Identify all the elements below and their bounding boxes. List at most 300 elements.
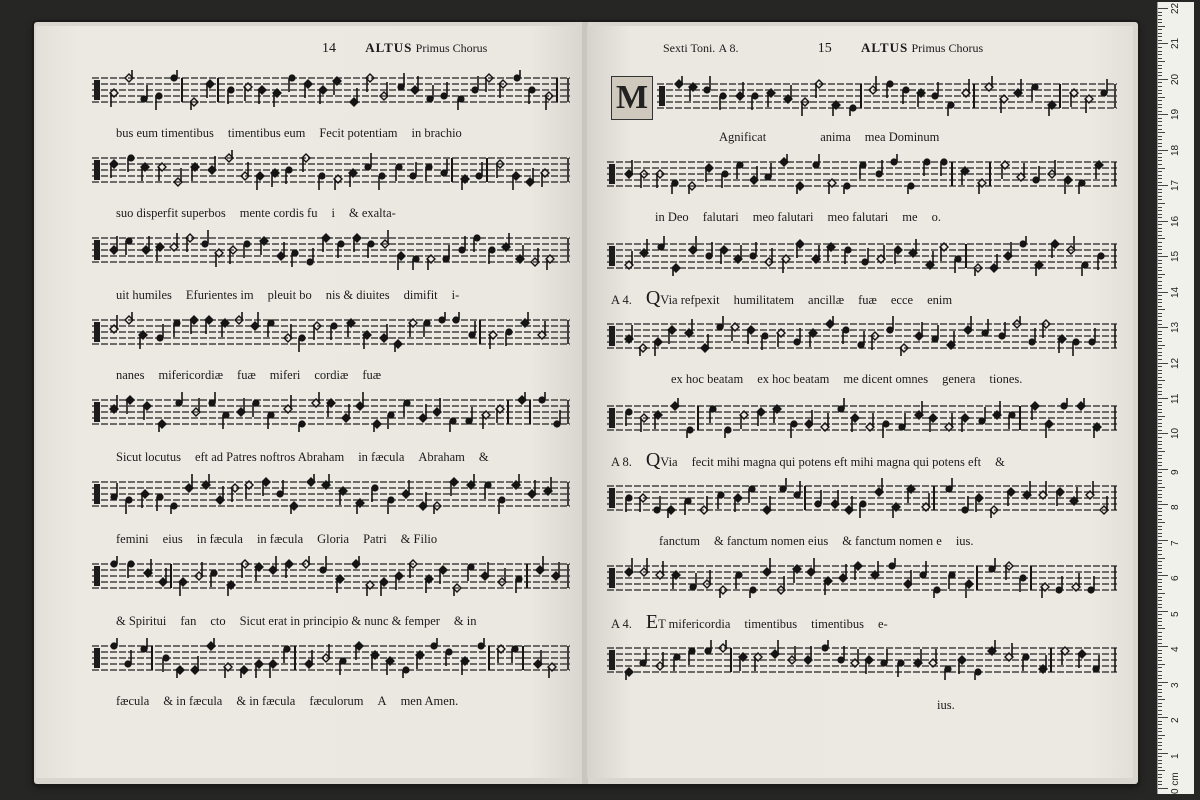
mode-label: Sexti Toni. [663, 41, 716, 55]
ruler-tick [1158, 504, 1168, 505]
ruler-minor-tick [1158, 214, 1162, 215]
ruler-minor-tick [1158, 650, 1162, 651]
ruler-minor-tick [1158, 441, 1162, 442]
ruler-minor-tick [1158, 533, 1162, 534]
staff-notation [92, 392, 570, 432]
ruler-minor-tick [1158, 210, 1162, 211]
ruler-minor-tick [1158, 82, 1162, 83]
ruler-tick [1158, 433, 1168, 434]
ruler-minor-tick [1158, 636, 1162, 637]
ruler-minor-tick [1158, 405, 1162, 406]
ruler-minor-tick [1158, 33, 1162, 34]
ruler-label: 16 [1170, 215, 1181, 227]
music-staff [92, 230, 570, 270]
music-staff [607, 558, 1117, 598]
ruler-minor-tick [1158, 529, 1162, 530]
ruler-minor-tick [1158, 189, 1162, 190]
ruler-minor-tick [1158, 359, 1162, 360]
ruler-minor-tick [1158, 671, 1162, 672]
ruler-minor-tick [1158, 409, 1162, 410]
clef-symbol [94, 80, 100, 100]
lyric-line: & Spiritui fan cto Sicut erat in principio & nunc & femper & in [116, 614, 477, 628]
ruler-minor-tick [1158, 143, 1162, 144]
ruler-tick [1158, 43, 1168, 44]
ruler-minor-tick [1158, 416, 1165, 417]
ruler-minor-tick [1158, 543, 1162, 544]
ruler-minor-tick [1158, 366, 1162, 367]
ruler-minor-tick [1158, 136, 1162, 137]
ruler-minor-tick [1158, 618, 1162, 619]
ruler-minor-tick [1158, 277, 1162, 278]
music-staff [92, 150, 570, 190]
ruler-minor-tick [1158, 632, 1162, 633]
ruler-tick [1158, 646, 1168, 647]
right-page [587, 26, 1133, 778]
ruler-minor-tick [1158, 394, 1162, 395]
lyric-line: Sicut locutus eft ad Patres noftros Abraham in fæcula Abraham & [116, 450, 489, 464]
ruler-label: 0 cm [1170, 772, 1181, 794]
ruler-minor-tick [1158, 770, 1165, 771]
ruler-minor-tick [1158, 246, 1162, 247]
staff-notation [607, 398, 1117, 438]
ruler-tick [1158, 575, 1168, 576]
ruler-label: 21 [1170, 38, 1181, 50]
ruler-minor-tick [1158, 47, 1162, 48]
ruler-minor-tick [1158, 774, 1162, 775]
ruler-minor-tick [1158, 614, 1162, 615]
ruler-minor-tick [1158, 72, 1162, 73]
voices-count: A 8. [718, 41, 739, 55]
ruler-minor-tick [1158, 586, 1162, 587]
ruler-minor-tick [1158, 480, 1162, 481]
ruler-minor-tick [1158, 267, 1162, 268]
ruler-tick [1158, 753, 1168, 754]
ruler-minor-tick [1158, 519, 1162, 520]
ruler-minor-tick [1158, 377, 1162, 378]
clef-symbol [609, 568, 615, 588]
music-staff [607, 640, 1117, 680]
ruler-minor-tick [1158, 58, 1162, 59]
ruler-minor-tick [1158, 568, 1162, 569]
ruler-minor-tick [1158, 306, 1162, 307]
clef-symbol [609, 246, 615, 266]
staff-notation [92, 638, 570, 678]
ruler-minor-tick [1158, 348, 1162, 349]
ruler-minor-tick [1158, 667, 1162, 668]
left-choir-name: Primus Chorus [415, 41, 488, 55]
ruler-tick [1158, 185, 1168, 186]
clef-symbol [659, 86, 665, 106]
ruler-minor-tick [1158, 781, 1162, 782]
ruler-minor-tick [1158, 536, 1162, 537]
ruler-minor-tick [1158, 334, 1162, 335]
ruler-minor-tick [1158, 288, 1162, 289]
ruler-tick [1158, 114, 1168, 115]
ruler-minor-tick [1158, 238, 1165, 239]
ruler-minor-tick [1158, 689, 1162, 690]
ruler-minor-tick [1158, 295, 1162, 296]
ruler-minor-tick [1158, 331, 1162, 332]
ruler-minor-tick [1158, 678, 1162, 679]
ruler-tick [1158, 221, 1168, 222]
right-page-number: 15 [817, 41, 832, 56]
ruler-minor-tick [1158, 572, 1162, 573]
clef-symbol [94, 402, 100, 422]
ruler-minor-tick [1158, 22, 1162, 23]
ruler-label: 2 [1170, 717, 1181, 724]
ruler-minor-tick [1158, 65, 1162, 66]
ruler-minor-tick [1158, 487, 1165, 488]
ruler-minor-tick [1158, 735, 1165, 736]
ruler-minor-tick [1158, 628, 1165, 629]
ruler-minor-tick [1158, 93, 1162, 94]
clef-symbol [94, 160, 100, 180]
ruler-minor-tick [1158, 760, 1162, 761]
ruler-minor-tick [1158, 784, 1162, 785]
staff-notation [657, 76, 1117, 116]
ruler-minor-tick [1158, 125, 1162, 126]
ruler-label: 14 [1170, 286, 1181, 298]
ruler-tick [1158, 398, 1168, 399]
ruler-label: 4 [1170, 646, 1181, 653]
ruler-minor-tick [1158, 728, 1162, 729]
ruler-minor-tick [1158, 767, 1162, 768]
lyric-line: ex hoc beatam ex hoc beatam me dicent omnes genera tiones. [671, 372, 1023, 386]
lyric-line: fanctum & fanctum nomen eius & fanctum nomen e ius. [659, 534, 974, 548]
ruler-minor-tick [1158, 217, 1162, 218]
ruler-minor-tick [1158, 483, 1162, 484]
ruler-minor-tick [1158, 370, 1162, 371]
ruler-label: 18 [1170, 144, 1181, 156]
ruler-minor-tick [1158, 54, 1162, 55]
measurement-ruler [1157, 2, 1194, 794]
ruler-minor-tick [1158, 199, 1162, 200]
right-choir-name: Primus Chorus [911, 41, 984, 55]
ruler-minor-tick [1158, 260, 1162, 261]
ruler-minor-tick [1158, 355, 1162, 356]
music-staff [92, 312, 570, 352]
lyric-line: suo disperfit superbos mente cordis fu i & exalta- [116, 206, 396, 220]
ruler-minor-tick [1158, 604, 1162, 605]
ruler-tick [1158, 292, 1168, 293]
ruler-label: 15 [1170, 251, 1181, 263]
music-staff [607, 316, 1117, 356]
music-staff [92, 638, 570, 678]
ruler-minor-tick [1158, 593, 1165, 594]
ruler-minor-tick [1158, 430, 1162, 431]
ruler-minor-tick [1158, 90, 1162, 91]
ruler-label: 7 [1170, 540, 1181, 546]
ruler-minor-tick [1158, 86, 1162, 87]
ruler-minor-tick [1158, 497, 1162, 498]
ruler-minor-tick [1158, 196, 1162, 197]
ruler-minor-tick [1158, 692, 1162, 693]
ruler-minor-tick [1158, 600, 1162, 601]
ruler-minor-tick [1158, 756, 1162, 757]
ruler-minor-tick [1158, 40, 1162, 41]
ruler-minor-tick [1158, 380, 1165, 381]
ruler-minor-tick [1158, 426, 1162, 427]
ruler-minor-tick [1158, 129, 1162, 130]
ruler-label: 17 [1170, 180, 1181, 192]
ruler-minor-tick [1158, 107, 1162, 108]
ruler-label: 6 [1170, 575, 1181, 582]
clef-symbol [94, 648, 100, 668]
ruler-minor-tick [1158, 387, 1162, 388]
ruler-minor-tick [1158, 182, 1162, 183]
music-staff [92, 70, 570, 110]
ruler-minor-tick [1158, 451, 1165, 452]
clef-symbol [609, 408, 615, 428]
ruler-minor-tick [1158, 558, 1165, 559]
lyric-line: bus eum timentibus timentibus eum Fecit potentiam in brachio [116, 126, 462, 140]
ruler-minor-tick [1158, 472, 1162, 473]
ruler-minor-tick [1158, 313, 1162, 314]
ruler-tick [1158, 788, 1168, 789]
clef-symbol [94, 484, 100, 504]
lyric-line: nanes mifericordiæ fuæ miferi cordiæ fuæ [116, 368, 382, 382]
ruler-minor-tick [1158, 270, 1162, 271]
staff-notation [92, 474, 570, 514]
ruler-minor-tick [1158, 657, 1162, 658]
ruler-minor-tick [1158, 338, 1162, 339]
ruler-minor-tick [1158, 508, 1162, 509]
ruler-minor-tick [1158, 455, 1162, 456]
staff-notation [607, 478, 1117, 518]
ruler-minor-tick [1158, 352, 1162, 353]
ruler-minor-tick [1158, 703, 1162, 704]
ruler-minor-tick [1158, 324, 1162, 325]
ruler-minor-tick [1158, 285, 1162, 286]
ruler-minor-tick [1158, 550, 1162, 551]
ruler-minor-tick [1158, 29, 1162, 30]
clef-symbol [609, 650, 615, 670]
ruler-minor-tick [1158, 175, 1162, 176]
left-page [36, 26, 584, 778]
ruler-minor-tick [1158, 274, 1165, 275]
ruler-minor-tick [1158, 146, 1162, 147]
ruler-minor-tick [1158, 132, 1165, 133]
ruler-tick [1158, 150, 1168, 151]
ruler-minor-tick [1158, 745, 1162, 746]
music-staff [92, 392, 570, 432]
ruler-minor-tick [1158, 249, 1162, 250]
ruler-minor-tick [1158, 235, 1162, 236]
ruler-minor-tick [1158, 763, 1162, 764]
ruler-minor-tick [1158, 12, 1162, 13]
clef-symbol [94, 240, 100, 260]
ruler-minor-tick [1158, 231, 1162, 232]
staff-notation [92, 150, 570, 190]
ruler-label: 20 [1170, 73, 1181, 85]
ruler-minor-tick [1158, 139, 1162, 140]
ruler-minor-tick [1158, 51, 1162, 52]
music-staff [607, 398, 1117, 438]
clef-symbol [609, 326, 615, 346]
ruler-label: 5 [1170, 611, 1181, 617]
ruler-minor-tick [1158, 547, 1162, 548]
ruler-label: 8 [1170, 504, 1181, 511]
ruler-minor-tick [1158, 192, 1162, 193]
ruler-label: 3 [1170, 682, 1181, 688]
ruler-minor-tick [1158, 685, 1162, 686]
ruler-minor-tick [1158, 437, 1162, 438]
staff-notation [92, 556, 570, 596]
ruler-minor-tick [1158, 714, 1162, 715]
ruler-label: 11 [1170, 393, 1181, 404]
ruler-minor-tick [1158, 253, 1162, 254]
ruler-minor-tick [1158, 171, 1162, 172]
ruler-minor-tick [1158, 522, 1165, 523]
ruler-tick [1158, 256, 1168, 257]
music-staff [657, 76, 1117, 116]
music-staff [92, 474, 570, 514]
ruler-minor-tick [1158, 302, 1162, 303]
music-staff [607, 236, 1117, 276]
ruler-tick [1158, 469, 1168, 470]
ruler-minor-tick [1158, 511, 1162, 512]
ruler-minor-tick [1158, 579, 1162, 580]
ruler-tick [1158, 682, 1168, 683]
ruler-minor-tick [1158, 526, 1162, 527]
ruler-label: 9 [1170, 469, 1181, 475]
ruler-minor-tick [1158, 660, 1162, 661]
ruler-minor-tick [1158, 384, 1162, 385]
ruler-label: 13 [1170, 321, 1181, 334]
ruler-minor-tick [1158, 104, 1162, 105]
ruler-minor-tick [1158, 731, 1162, 732]
ruler-minor-tick [1158, 118, 1162, 119]
ruler-minor-tick [1158, 423, 1162, 424]
ruler-minor-tick [1158, 75, 1162, 76]
ruler-minor-tick [1158, 224, 1162, 225]
staff-notation [607, 236, 1117, 276]
ruler-minor-tick [1158, 419, 1162, 420]
staff-notation [607, 558, 1117, 598]
ruler-label: 1 [1170, 752, 1181, 759]
ruler-minor-tick [1158, 554, 1162, 555]
ruler-minor-tick [1158, 68, 1162, 69]
ruler-minor-tick [1158, 742, 1162, 743]
ruler-tick [1158, 8, 1168, 9]
lyric-line: fæcula & in fæcula & in fæcula fæculorum A men Amen. [116, 694, 459, 708]
clef-symbol [609, 488, 615, 508]
ruler-minor-tick [1158, 643, 1162, 644]
ruler-minor-tick [1158, 100, 1162, 101]
ruler-minor-tick [1158, 675, 1162, 676]
ruler-minor-tick [1158, 621, 1162, 622]
ruler-tick [1158, 79, 1168, 80]
ruler-minor-tick [1158, 207, 1162, 208]
ruler-minor-tick [1158, 157, 1162, 158]
ruler-minor-tick [1158, 501, 1162, 502]
lyric-line: uit humiles Efurientes im pleuit bo nis & diuites dimifit i- [116, 288, 460, 302]
ruler-minor-tick [1158, 168, 1165, 169]
ruler-tick [1158, 717, 1168, 718]
ruler-minor-tick [1158, 391, 1162, 392]
ruler-minor-tick [1158, 490, 1162, 491]
ruler-minor-tick [1158, 61, 1165, 62]
lyric-line: ius. [937, 698, 955, 712]
ruler-minor-tick [1158, 664, 1165, 665]
ruler-minor-tick [1158, 465, 1162, 466]
ruler-minor-tick [1158, 625, 1162, 626]
ruler-minor-tick [1158, 589, 1162, 590]
left-page-number: 14 [322, 41, 336, 56]
ruler-minor-tick [1158, 706, 1162, 707]
ruler-tick [1158, 327, 1168, 328]
decorated-initial: M [611, 76, 653, 120]
ruler-tick [1158, 363, 1168, 364]
ruler-minor-tick [1158, 458, 1162, 459]
right-page-header [663, 40, 983, 62]
ruler-minor-tick [1158, 561, 1162, 562]
ruler-minor-tick [1158, 160, 1162, 161]
ruler-minor-tick [1158, 309, 1165, 310]
ruler-minor-tick [1158, 515, 1162, 516]
ruler-minor-tick [1158, 178, 1162, 179]
lyric-line: Agnificat anima mea Dominum [719, 130, 940, 144]
ruler-minor-tick [1158, 738, 1162, 739]
ruler-minor-tick [1158, 476, 1162, 477]
lyric-line: A 4. ET mifericordia timentibus timentibus e- [611, 611, 888, 633]
ruler-minor-tick [1158, 316, 1162, 317]
music-staff [607, 154, 1117, 194]
ruler-minor-tick [1158, 749, 1162, 750]
lyric-line: in Deo falutari meo falutari meo falutari me o. [655, 210, 941, 224]
music-staff [607, 478, 1117, 518]
ruler-minor-tick [1158, 777, 1162, 778]
ruler-minor-tick [1158, 263, 1162, 264]
ruler-minor-tick [1158, 345, 1165, 346]
ruler-minor-tick [1158, 341, 1162, 342]
ruler-minor-tick [1158, 242, 1162, 243]
ruler-label: 10 [1170, 428, 1181, 440]
ruler-minor-tick [1158, 281, 1162, 282]
ruler-minor-tick [1158, 462, 1162, 463]
ruler-minor-tick [1158, 97, 1165, 98]
ruler-label: 12 [1170, 357, 1181, 369]
right-voice-name: ALTUS [861, 40, 909, 55]
ruler-minor-tick [1158, 448, 1162, 449]
ruler-minor-tick [1158, 121, 1162, 122]
ruler-tick [1158, 611, 1168, 612]
ruler-minor-tick [1158, 639, 1162, 640]
ruler-minor-tick [1158, 494, 1162, 495]
clef-symbol [94, 322, 100, 342]
ruler-minor-tick [1158, 26, 1165, 27]
ruler-minor-tick [1158, 19, 1162, 20]
clef-symbol [609, 164, 615, 184]
ruler-minor-tick [1158, 582, 1162, 583]
ruler-minor-tick [1158, 721, 1162, 722]
ruler-minor-tick [1158, 597, 1162, 598]
ruler-label: 19 [1170, 109, 1181, 121]
lyric-line: femini eius in fæcula in fæcula Gloria Patri & Filio [116, 532, 438, 546]
ruler-minor-tick [1158, 164, 1162, 165]
ruler-minor-tick [1158, 699, 1165, 700]
ruler-minor-tick [1158, 710, 1162, 711]
ruler-minor-tick [1158, 153, 1162, 154]
staff-notation [92, 230, 570, 270]
ruler-minor-tick [1158, 724, 1162, 725]
left-voice-name: ALTUS [365, 40, 413, 55]
ruler-minor-tick [1158, 696, 1162, 697]
open-choirbook [34, 22, 1138, 784]
ruler-label: 22 [1170, 2, 1181, 14]
ruler-minor-tick [1158, 299, 1162, 300]
lyric-line: A 8. QVia fecit mihi magna qui potens eft mihi magna qui potens eft & [611, 449, 1005, 471]
